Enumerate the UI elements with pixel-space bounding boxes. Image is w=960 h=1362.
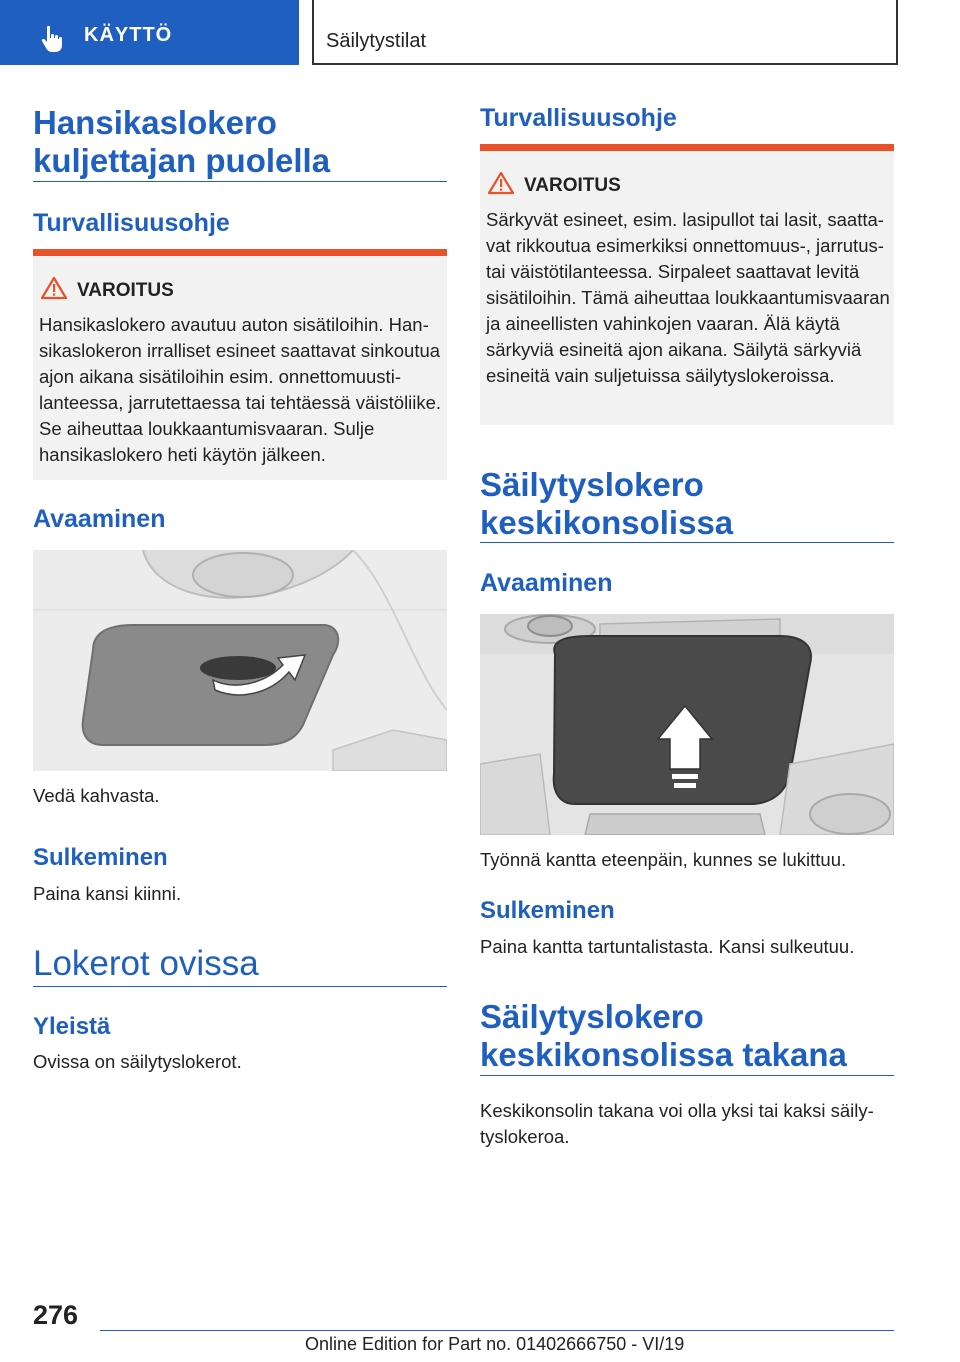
- heading-closing-left: Sulkeminen: [33, 844, 168, 871]
- chapter-header: [312, 0, 898, 65]
- text-closing-right: Paina kantta tartuntalistasta. Kansi sulkeutuu.: [480, 936, 855, 957]
- page-number: 276: [33, 1300, 79, 1330]
- warning-title: VAROITUS: [524, 175, 621, 196]
- section-tab[interactable]: [0, 0, 299, 65]
- glovebox-drawing: [33, 550, 447, 771]
- warning-triangle-icon: [488, 171, 514, 195]
- heading-rule: [480, 1075, 894, 1076]
- heading-opening-right: Avaaminen: [480, 569, 613, 597]
- caption-pull-handle: Vedä kahvasta.: [33, 785, 160, 806]
- console-illustration: [480, 614, 894, 835]
- warning-triangle-icon: [41, 276, 67, 300]
- caption-push-lid: Työnnä kantta eteenpäin, kunnes se lukittuu.: [480, 849, 847, 870]
- warning-text: Hansikaslokero avautuu auton sisätiloihin. Hansikaslokeron irralliset esineet saattavat sinkoutua ajon aikana sisätiloihin esim. onnettomuustilanteessa, jarrutettaessa tai tehtäessä väistöliike. Se aiheuttaa loukkaantumisvaaran. Sulje hansikaslokero heti käytön jälkeen.: [39, 314, 442, 465]
- heading-rule: [33, 986, 447, 987]
- heading-opening-left: Avaaminen: [33, 505, 166, 533]
- heading-console-storage: Säilytyslokero keskikonsolissa: [480, 466, 734, 541]
- text-rear-console: Keskikonsolin takana voi olla yksi tai kaksi säilytyslokeroa.: [480, 1100, 874, 1147]
- heading-rear-console-storage: Säilytyslokero keskikonsolissa takana: [480, 998, 847, 1073]
- edition-footer: Online Edition for Part no. 01402666750 - VI/19: [305, 1334, 685, 1354]
- warning-text: Särkyvät esineet, esim. lasipullot tai lasit, saattavat rikkoutua esimerkiksi onnettomuus-, jarrutus- tai väistötilanteessa. Sirpaleet saattavat levitä sisätiloihin. Tämä aiheuttaa loukkaantumisvaaran ja aineellisten vahinkojen vaaran. Älä käytä särkyviä esineitä ajon aikana. Säilytä särkyviä esineitä vain suljetuissa säilytyslokeroissa.: [486, 209, 890, 386]
- text-general: Ovissa on säilytyslokerot.: [33, 1051, 242, 1072]
- heading-rule: [33, 181, 447, 182]
- hand-pointer-icon: [38, 24, 68, 54]
- heading-safety-left: Turvallisuusohje: [33, 209, 230, 237]
- text-closing-left: Paina kansi kiinni.: [33, 883, 182, 904]
- warning-box-left: [33, 249, 447, 480]
- heading-glovebox-driver: Hansikaslokero kuljettajan puolella: [33, 104, 331, 179]
- console-drawing: [480, 614, 894, 835]
- footer-rule: [100, 1330, 894, 1331]
- warning-box-right: [480, 144, 894, 425]
- heading-general: Yleistä: [33, 1013, 111, 1040]
- heading-door-compartments: Lokerot ovissa: [33, 944, 259, 983]
- chapter-title: Säilytystilat: [326, 30, 427, 52]
- heading-safety-right: Turvallisuusohje: [480, 104, 677, 132]
- heading-rule: [480, 542, 894, 543]
- section-label: KÄYTTÖ: [84, 24, 173, 46]
- heading-closing-right: Sulkeminen: [480, 897, 615, 924]
- warning-title: VAROITUS: [77, 280, 174, 301]
- glovebox-illustration: [33, 550, 447, 771]
